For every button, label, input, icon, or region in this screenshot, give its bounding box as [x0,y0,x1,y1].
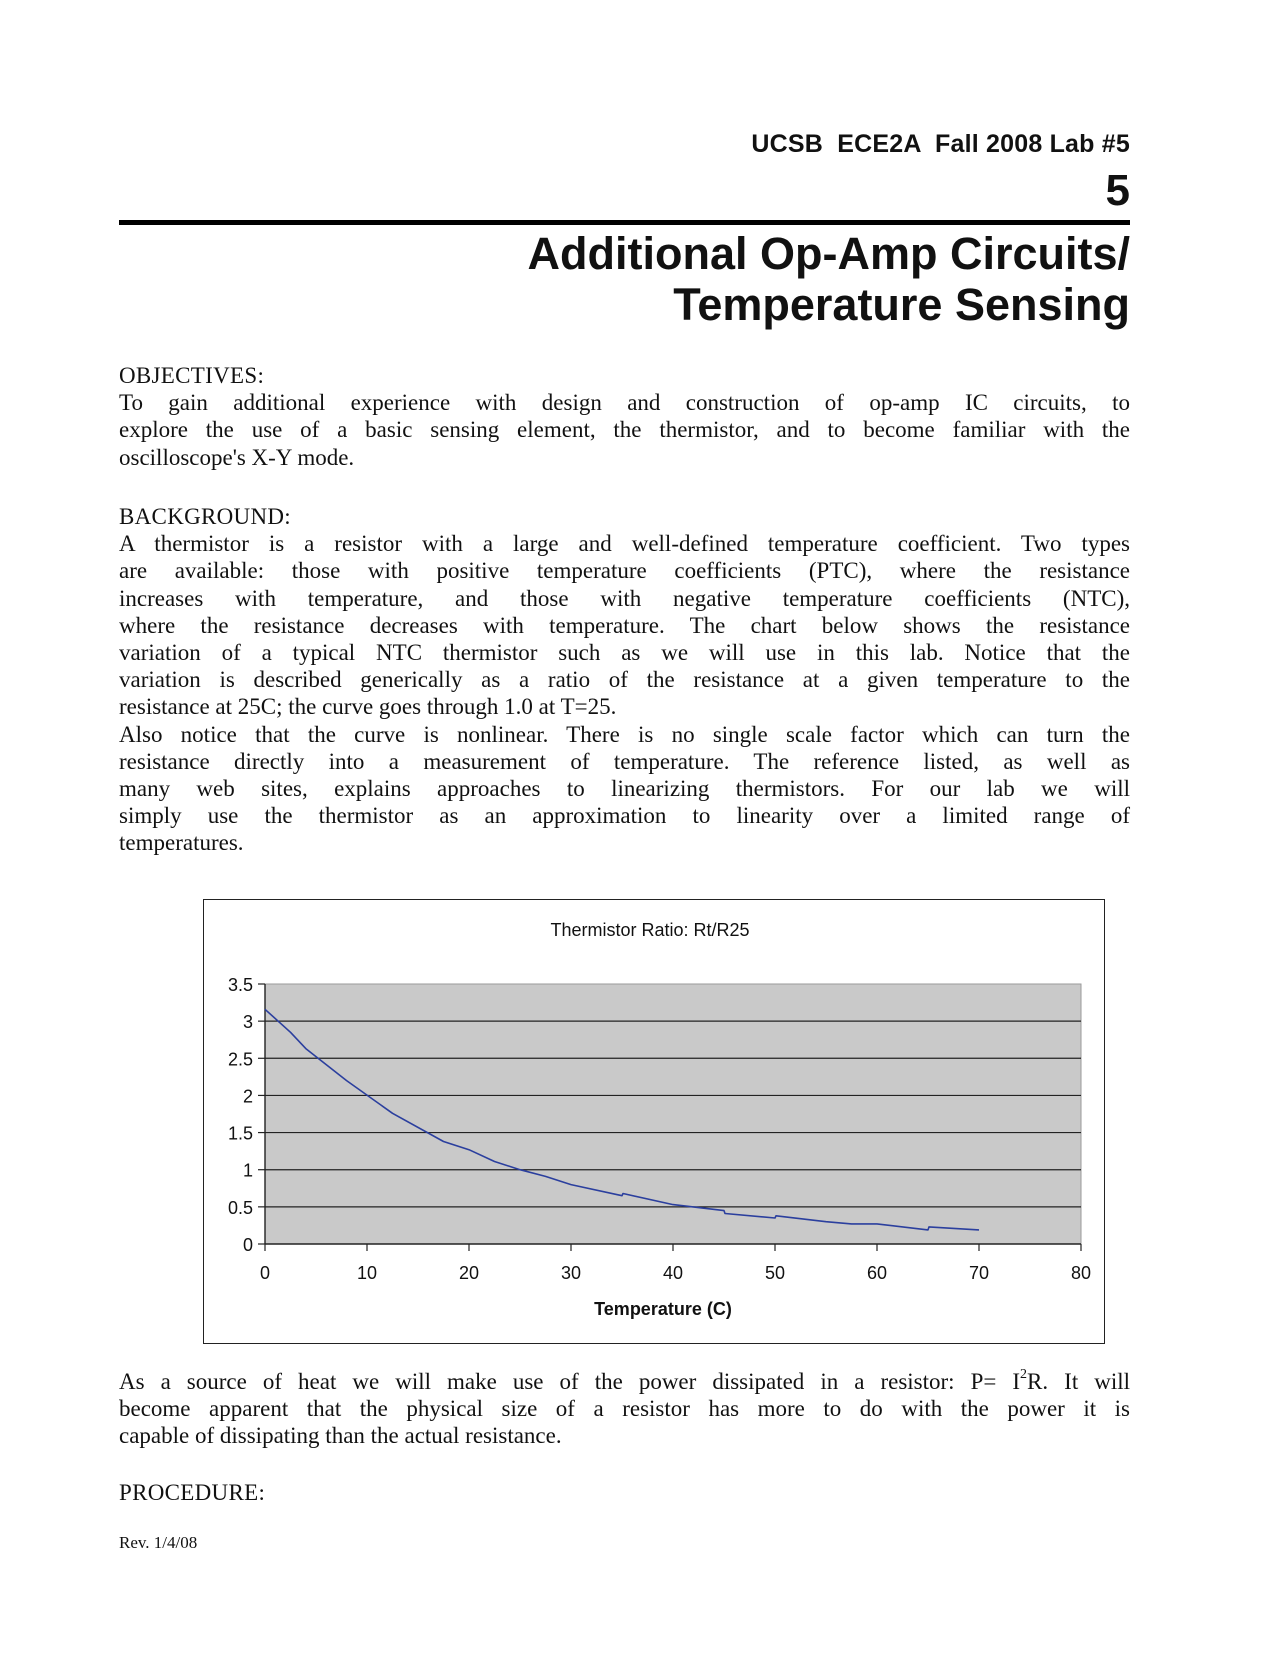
x-tick-label: 10 [356,1263,378,1283]
thermistor-chart [203,899,1105,1344]
procedure-heading: PROCEDURE: [119,1480,266,1505]
y-tick-label: 3.5 [227,975,253,995]
y-tick-label: 1.5 [227,1123,253,1144]
chapter-number: 5 [1105,166,1130,215]
objectives-heading: OBJECTIVES: [119,363,265,388]
background-line: variation is described generically as a ratio of the resistance at a given temperature to the [119,667,1130,693]
background-line: variation of a typical NTC thermistor such as we will use in this lab. Notice that the [119,640,1130,666]
objectives-line: explore the use of a basic sensing element, the thermistor, and to become familiar with the [119,417,1130,443]
heat-text: R. It will [1027,1369,1131,1394]
background-line: resistance at 25C; the curve goes through 1.0 at T=25. [119,694,617,720]
background-line: A thermistor is a resistor with a large and well-defined temperature coefficient. Two types [119,531,1130,557]
objectives-line: To gain additional experience with design and construction of op-amp IC circuits, to [119,390,1130,416]
background-line: are available: those with positive temperature coefficients (PTC), where the resistance [119,558,1130,584]
header-rule [119,220,1130,225]
page-title-line1: Additional Op-Amp Circuits/ [527,228,1130,279]
heat-line: become apparent that the physical size of a resistor has more to do with the power it is [119,1396,1130,1422]
background-line: where the resistance decreases with temperature. The chart below shows the resistance [119,612,1130,638]
x-tick-label: 20 [458,1263,480,1283]
x-tick-label: 0 [259,1263,271,1283]
y-tick-label: 0.5 [227,1197,253,1218]
procedure-section [119,1479,1130,1506]
x-axis-label: Temperature (C) [594,1299,732,1319]
chart-canvas [204,900,1106,1345]
page-title-line2: Temperature Sensing [673,279,1130,330]
course-header: UCSB ECE2A Fall 2008 Lab #5 [751,130,1130,158]
x-tick-label: 60 [866,1263,888,1283]
background-line: Also notice that the curve is nonlinear. There is no single scale factor which can turn the [119,721,1130,747]
background-line: increases with temperature, and those with negative temperature coefficients (NTC), [119,585,1130,611]
heat-source-paragraph [119,1368,1130,1450]
y-tick-label: 0 [242,1235,253,1255]
background-line: temperatures. [119,830,244,856]
background-heading: BACKGROUND: [119,504,291,529]
objectives-line: oscilloscope's X-Y mode. [119,444,355,470]
y-tick-label: 3 [242,1012,253,1033]
x-tick-label: 40 [662,1263,684,1283]
y-tick-label: 2 [242,1086,253,1107]
heat-text: As a source of heat we will make use of the power dissipated in a resistor: P= I [119,1369,1021,1394]
objectives-section [119,362,1130,471]
x-tick-label: 50 [764,1263,786,1283]
background-section [119,503,1130,857]
superscript-2: 2 [1020,1367,1028,1383]
heat-line [119,1368,1130,1395]
x-tick-label: 30 [560,1263,582,1283]
background-line: many web sites, explains approaches to linearizing thermistors. For our lab we will [119,776,1130,802]
chart-title: Thermistor Ratio: Rt/R25 [550,920,750,940]
heat-line: capable of dissipating than the actual resistance. [119,1423,562,1449]
background-line: simply use the thermistor as an approximation to linearity over a limited range of [119,803,1130,829]
revision-footer: Rev. 1/4/08 [119,1533,198,1552]
x-tick-label: 70 [968,1263,990,1283]
background-line: resistance directly into a measurement of temperature. The reference listed, as well as [119,748,1130,774]
y-tick-label: 2.5 [227,1049,253,1070]
y-tick-label: 1 [242,1160,253,1181]
x-tick-label: 80 [1070,1263,1092,1283]
